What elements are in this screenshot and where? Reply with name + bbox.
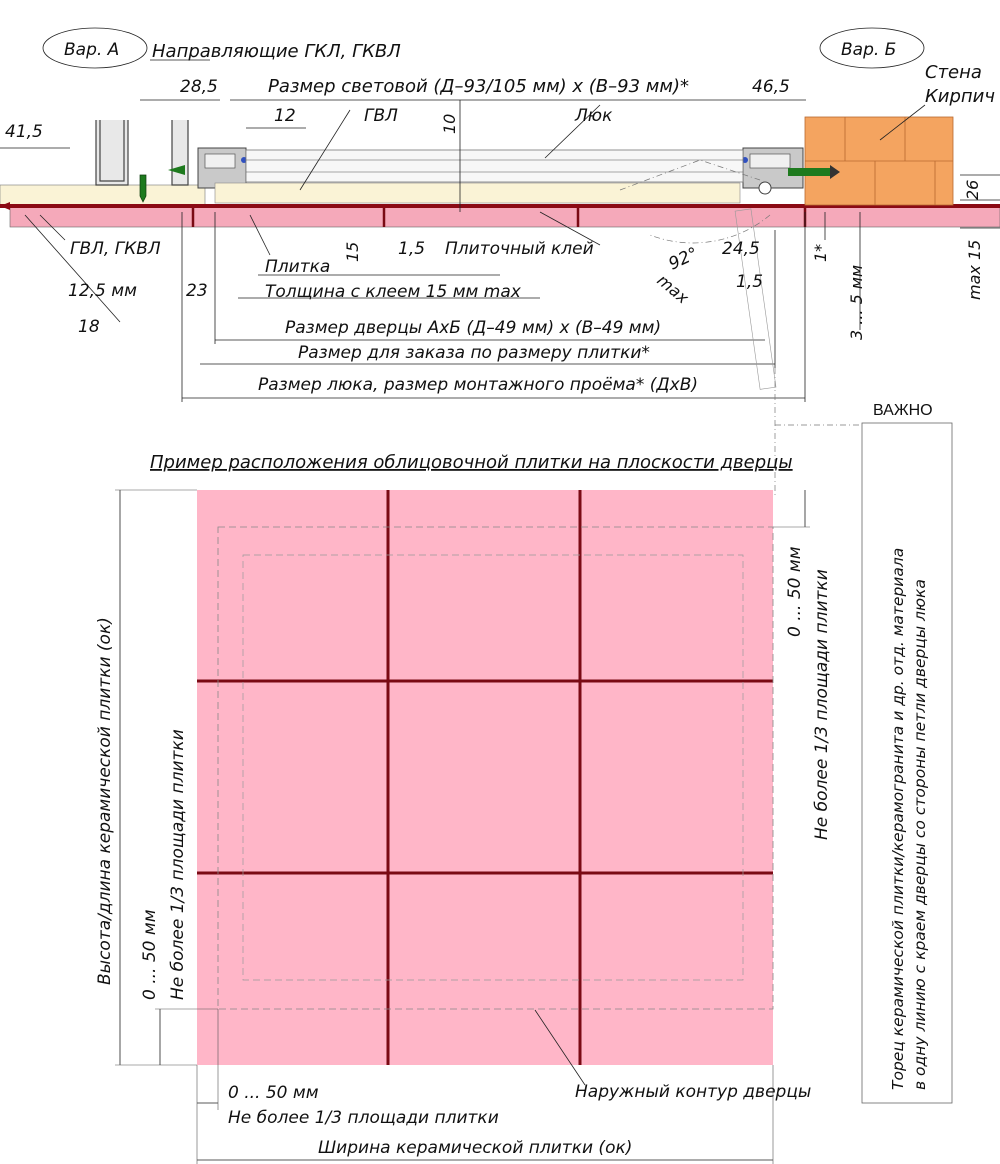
door-size-label: Размер дверцы АхБ (Д–49 мм) х (В–49 мм) <box>285 318 662 338</box>
guide-profile-2 <box>172 120 188 185</box>
thickness-label: Толщина с клеем 15 мм max <box>265 282 521 302</box>
dim-max-15: max 15 <box>965 239 984 300</box>
width-label: Ширина керамической плитки (ок) <box>318 1138 633 1158</box>
dim-15: 15 <box>343 241 362 262</box>
gvl-board <box>0 185 205 205</box>
important-line-1: Торец керамической плитки/керамогранита и др. отд. материала <box>889 547 907 1090</box>
dim-3-5: 3 ... 5 мм <box>847 264 866 340</box>
tile-layer <box>10 205 1000 227</box>
gvl-gkvl-label: ГВЛ, ГКВЛ <box>70 239 161 259</box>
guide-profile <box>96 120 128 185</box>
hatch-size-label: Размер люка, размер монтажного проёма* (ДхВ) <box>258 375 698 395</box>
dim-max: max <box>653 270 693 308</box>
dim-26: 26 <box>963 179 982 200</box>
leader <box>25 215 120 322</box>
right-third-label: Не более 1/3 площади плитки <box>812 569 832 840</box>
wall-label-1: Стена <box>925 62 982 83</box>
order-size-label: Размер для заказа по размеру плитки* <box>298 343 650 363</box>
dim-28-5: 28,5 <box>180 77 218 97</box>
hatch-frame-right-inner <box>750 154 790 168</box>
door-gvl <box>215 183 740 203</box>
clear-size-label: Размер световой (Д–93/105 мм) х (В–93 мм)* <box>268 76 689 97</box>
hatch-label: Люк <box>575 106 613 126</box>
variant-a-label: Вар. А <box>64 40 120 60</box>
dim-10: 10 <box>440 113 459 134</box>
plan-title: Пример расположения облицовочной плитки на плоскости дверцы <box>150 452 793 473</box>
important-line-2: в одну линию с краем дверцы со стороны петли дверцы люка <box>911 579 929 1090</box>
screw-icon <box>140 175 146 202</box>
dim-1-5b: 1,5 <box>736 272 764 292</box>
cross-section <box>0 28 1000 402</box>
dim-12: 12 <box>274 106 296 126</box>
adhesive-label: Плиточный клей <box>445 239 594 259</box>
dim-24-5: 24,5 <box>722 239 760 259</box>
dim-46-5: 46,5 <box>752 77 790 97</box>
hinge-icon <box>759 182 771 194</box>
dim-23: 23 <box>186 281 208 301</box>
important-box <box>775 368 952 1103</box>
dim-1-star: 1* <box>811 243 830 262</box>
dim-1-5: 1,5 <box>398 239 426 259</box>
tile-label: Плитка <box>265 257 331 277</box>
important-frame <box>862 423 952 1103</box>
bottom-range-label: 0 ... 50 мм <box>228 1083 319 1103</box>
dim-41-5: 41,5 <box>5 122 43 142</box>
gvl-label: ГВЛ <box>364 106 398 126</box>
dim-12-5: 12,5 мм <box>68 281 137 301</box>
tile-plan <box>95 452 832 1164</box>
height-label: Высота/длина керамической плитки (ок) <box>95 617 115 985</box>
door-open-ghost <box>735 209 776 389</box>
wall-label-2: Кирпич <box>925 86 996 107</box>
guides-label: Направляющие ГКЛ, ГКВЛ <box>152 41 401 62</box>
variant-b-label: Вар. Б <box>841 40 897 60</box>
wall-anchor <box>788 168 830 176</box>
left-range-label: 0 ... 50 мм <box>140 909 160 1000</box>
bottom-third-label: Не более 1/3 площади плитки <box>228 1108 499 1128</box>
dim-18: 18 <box>78 317 100 337</box>
tile-field <box>197 490 773 1065</box>
left-third-label: Не более 1/3 площади плитки <box>168 729 188 1000</box>
right-range-label: 0 ... 50 мм <box>785 546 805 637</box>
door-panel <box>246 150 743 182</box>
important-title: ВАЖНО <box>873 402 933 419</box>
hatch-frame-left-inner <box>205 154 235 168</box>
dim-92-deg: 92° <box>665 243 702 275</box>
outer-contour-label: Наружный контур дверцы <box>575 1082 812 1102</box>
